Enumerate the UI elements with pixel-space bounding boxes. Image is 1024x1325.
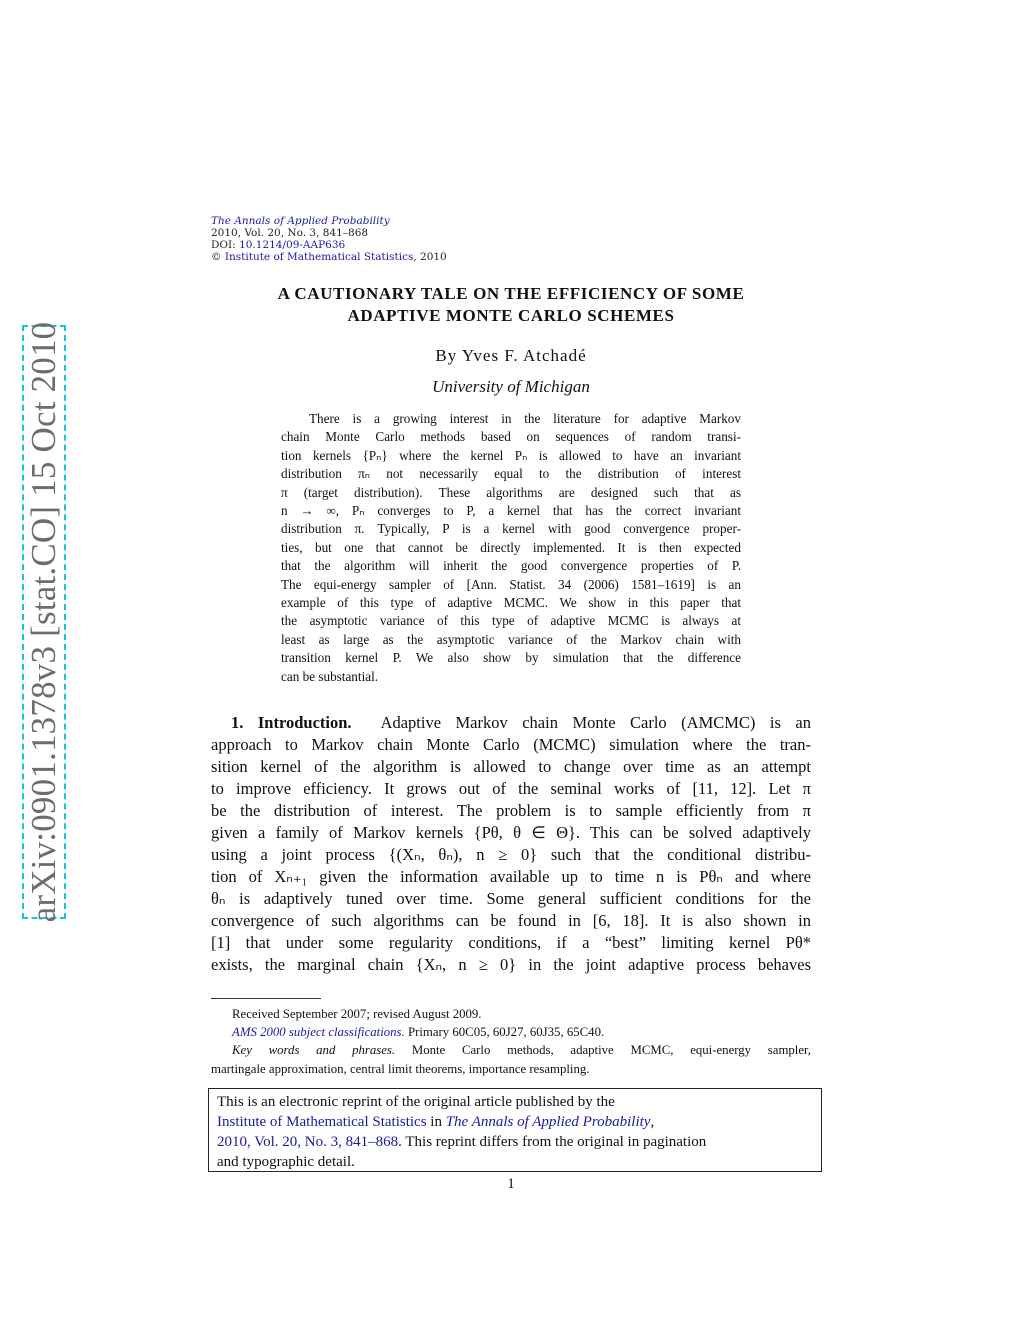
ams-codes: Primary 60C05, 60J27, 60J35, 65C40.	[404, 1025, 605, 1040]
doi-link[interactable]: 10.1214/09-AAP636	[239, 239, 346, 251]
title-line-1: A CAUTIONARY TALE ON THE EFFICIENCY OF SOME	[277, 284, 745, 303]
intro-line: convergence of such algorithms can be found in [6, 18]. It is also shown in	[211, 911, 811, 930]
reprint-journal-link[interactable]: The Annals of Applied Probability	[445, 1114, 651, 1130]
journal-name-link[interactable]: The Annals of Applied Probability	[211, 215, 390, 227]
ams-classification	[211, 1023, 811, 1041]
reprint-line	[217, 1132, 813, 1152]
abstract-line: chain Monte Carlo methods based on sequences of random transi-	[281, 429, 741, 445]
keywords-text: Monte Carlo methods, adaptive MCMC, equi-energy sampler,	[395, 1043, 811, 1058]
abstract	[281, 410, 741, 686]
reprint-line: This is an electronic reprint of the original article published by the	[217, 1094, 615, 1110]
reprint-volume-link[interactable]: 2010, Vol. 20, No. 3, 841–868	[217, 1134, 399, 1150]
abstract-line: n → ∞, Pₙ converges to P, a kernel that has the correct invariant	[281, 503, 741, 519]
intro-line: given a family of Markov kernels {Pθ, θ ∈ Θ}. This can be solved adaptively	[211, 823, 811, 842]
abstract-line: transition kernel P. We also show by simulation that the difference	[281, 650, 741, 666]
abstract-line: ties, but one that cannot be directly implemented. It is then expected	[281, 539, 741, 555]
reprint-in: in	[426, 1114, 446, 1130]
intro-line: θₙ is adaptively tuned over time. Some general sufficient conditions for the	[211, 889, 811, 908]
journal-volume: 2010, Vol. 20, No. 3, 841–868	[211, 227, 369, 239]
footnote-divider	[211, 998, 321, 999]
abstract-line: distribution πₙ not necessarily equal to the distribution of interest	[281, 466, 741, 482]
intro-text: Adaptive Markov chain Monte Carlo (AMCMC) is an	[380, 713, 811, 732]
intro-line: to improve efficiency. It grows out of the seminal works of [11, 12]. Let π	[211, 779, 811, 798]
page-number: 1	[507, 1176, 515, 1192]
reprint-comma: ,	[650, 1114, 655, 1130]
reprint-publisher-link[interactable]: Institute of Mathematical Statistics	[217, 1114, 427, 1130]
abstract-line: example of this type of adaptive MCMC. We show in this paper that	[281, 595, 741, 611]
keywords-label: Key words and phrases.	[232, 1043, 396, 1058]
paper-title	[211, 283, 811, 327]
intro-line: using a joint process {(Xₙ, θₙ), n ≥ 0} such that the conditional distribu-	[211, 845, 811, 864]
abstract-line: least as large as the asymptotic variance of the Markov chain with	[281, 631, 741, 647]
received-dates: Received September 2007; revised August 2009.	[232, 1007, 482, 1021]
section-heading: 1. Introduction.	[231, 713, 352, 732]
arxiv-side-stamp	[22, 321, 66, 923]
reprint-line: and typographic detail.	[217, 1154, 355, 1170]
footnotes	[211, 1005, 811, 1078]
doi-label: DOI:	[211, 239, 236, 251]
title-line-2: ADAPTIVE MONTE CARLO SCHEMES	[347, 306, 675, 325]
abstract-line: the asymptotic variance of this type of adaptive MCMC is always at	[281, 613, 741, 629]
intro-line: approach to Markov chain Monte Carlo (MCMC) simulation where the tran-	[211, 735, 811, 754]
ams-classification-link[interactable]: AMS 2000 subject classifications.	[232, 1025, 405, 1040]
reprint-line	[217, 1112, 813, 1132]
introduction-section	[211, 712, 811, 976]
abstract-line: can be substantial.	[281, 668, 379, 684]
intro-line: be the distribution of interest. The problem is to sample efficiently from π	[211, 801, 811, 820]
reprint-notice-box	[208, 1088, 822, 1172]
author: By Yves F. Atchadé	[435, 346, 587, 365]
journal-header	[211, 215, 447, 263]
intro-first-line	[211, 712, 811, 734]
copyright-year: , 2010	[413, 251, 447, 263]
abstract-line: π (target distribution). These algorithms are designed such that as	[281, 484, 741, 500]
abstract-line: There is a growing interest in the literature for adaptive Markov	[309, 411, 741, 426]
intro-line: [1] that under some regularity conditions, if a “best” limiting kernel Pθ*	[211, 933, 811, 952]
keywords-continued: martingale approximation, central limit theorems, importance resampling.	[211, 1061, 590, 1076]
arxiv-identifier: arXiv:0901.1378v3 [stat.CO] 15 Oct 2010	[24, 321, 63, 923]
affiliation: University of Michigan	[432, 377, 590, 396]
abstract-line: distribution π. Typically, P is a kernel with good convergence proper-	[281, 521, 741, 537]
intro-line: tion of Xₙ₊₁ given the information available up to time n is Pθₙ and where	[211, 867, 811, 886]
reprint-rest: . This reprint differs from the original in pagination	[398, 1134, 707, 1150]
copyright-symbol: ©	[211, 251, 222, 263]
abstract-line: that the algorithm will inherit the good convergence properties of P.	[281, 558, 741, 574]
abstract-line: tion kernels {Pₙ} where the kernel Pₙ is allowed to have an invariant	[281, 447, 741, 463]
keywords	[211, 1041, 811, 1059]
abstract-line: The equi-energy sampler of [Ann. Statist. 34 (2006) 1581–1619] is an	[281, 576, 741, 592]
intro-line: exists, the marginal chain {Xₙ, n ≥ 0} in the joint adaptive process behaves	[211, 955, 811, 974]
publisher-link[interactable]: Institute of Mathematical Statistics	[224, 251, 414, 263]
intro-line: sition kernel of the algorithm is allowed to change over time as an attempt	[211, 757, 811, 776]
